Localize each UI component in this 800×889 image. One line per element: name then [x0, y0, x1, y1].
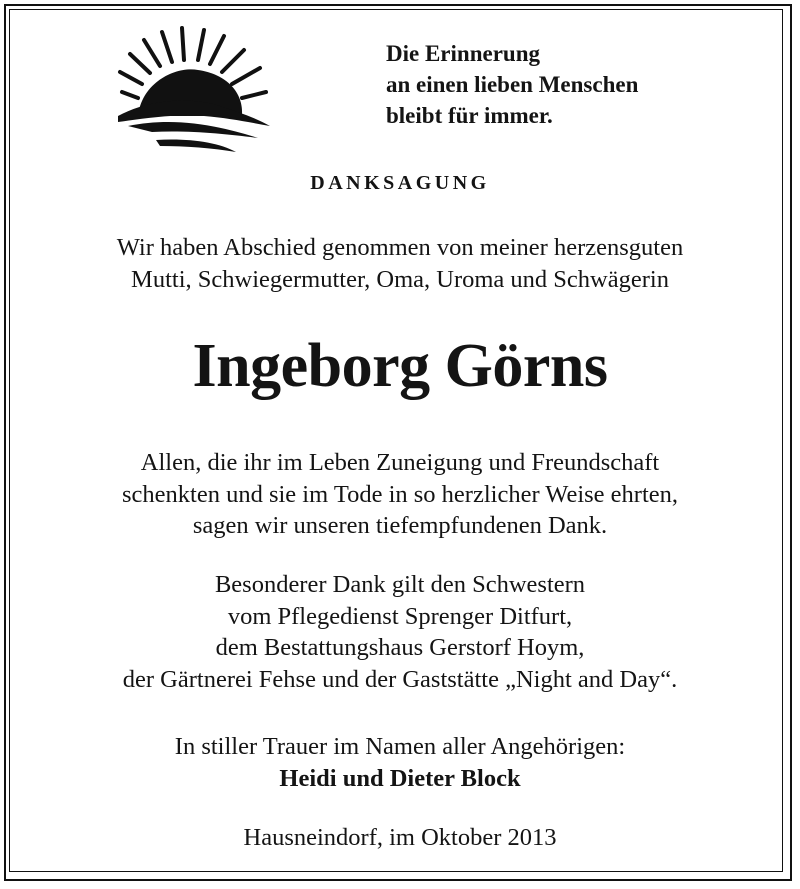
special-thanks-line: der Gärtnerei Fehse und der Gaststätte „Night and Day“.	[122, 665, 678, 693]
thanks-text	[0, 447, 800, 542]
special-thanks-line: dem Bestattungshaus Gerstorf Hoym,	[215, 634, 585, 661]
thanks-line: Allen, die ihr im Leben Zuneigung und Freundschaft	[140, 449, 660, 476]
motto-line: Die Erinnerung	[386, 41, 540, 66]
special-thanks-line: Besonderer Dank gilt den Schwestern	[214, 571, 586, 598]
thanks-line: schenkten und sie im Tode in so herzlicher Weise ehrten,	[121, 480, 679, 508]
rising-sun-icon	[108, 26, 278, 158]
heading: DANKSAGUNG	[310, 172, 490, 194]
place-date-line: Hausneindorf, im Oktober 2013	[243, 824, 557, 851]
mourning-line: In stiller Trauer im Namen aller Angehörigen:	[174, 733, 626, 760]
motto	[386, 38, 638, 131]
motto-line: bleibt für immer.	[386, 103, 553, 128]
intro-line: Wir haben Abschied genommen von meiner herzensguten	[116, 234, 684, 261]
intro-line: Mutti, Schwiegermutter, Oma, Uroma und Schwägerin	[131, 265, 669, 293]
motto-line: an einen lieben Menschen	[386, 72, 639, 97]
signers: Heidi und Dieter Block	[279, 764, 521, 792]
mourning-block	[0, 731, 800, 794]
deceased-name: Ingeborg Görns	[192, 332, 608, 400]
thanks-line: sagen wir unseren tiefempfundenen Dank.	[192, 512, 608, 539]
place-date	[0, 822, 800, 854]
special-thanks-line: vom Pflegedienst Sprenger Ditfurt,	[227, 602, 573, 630]
intro-text	[0, 232, 800, 295]
special-thanks-text	[0, 569, 800, 695]
